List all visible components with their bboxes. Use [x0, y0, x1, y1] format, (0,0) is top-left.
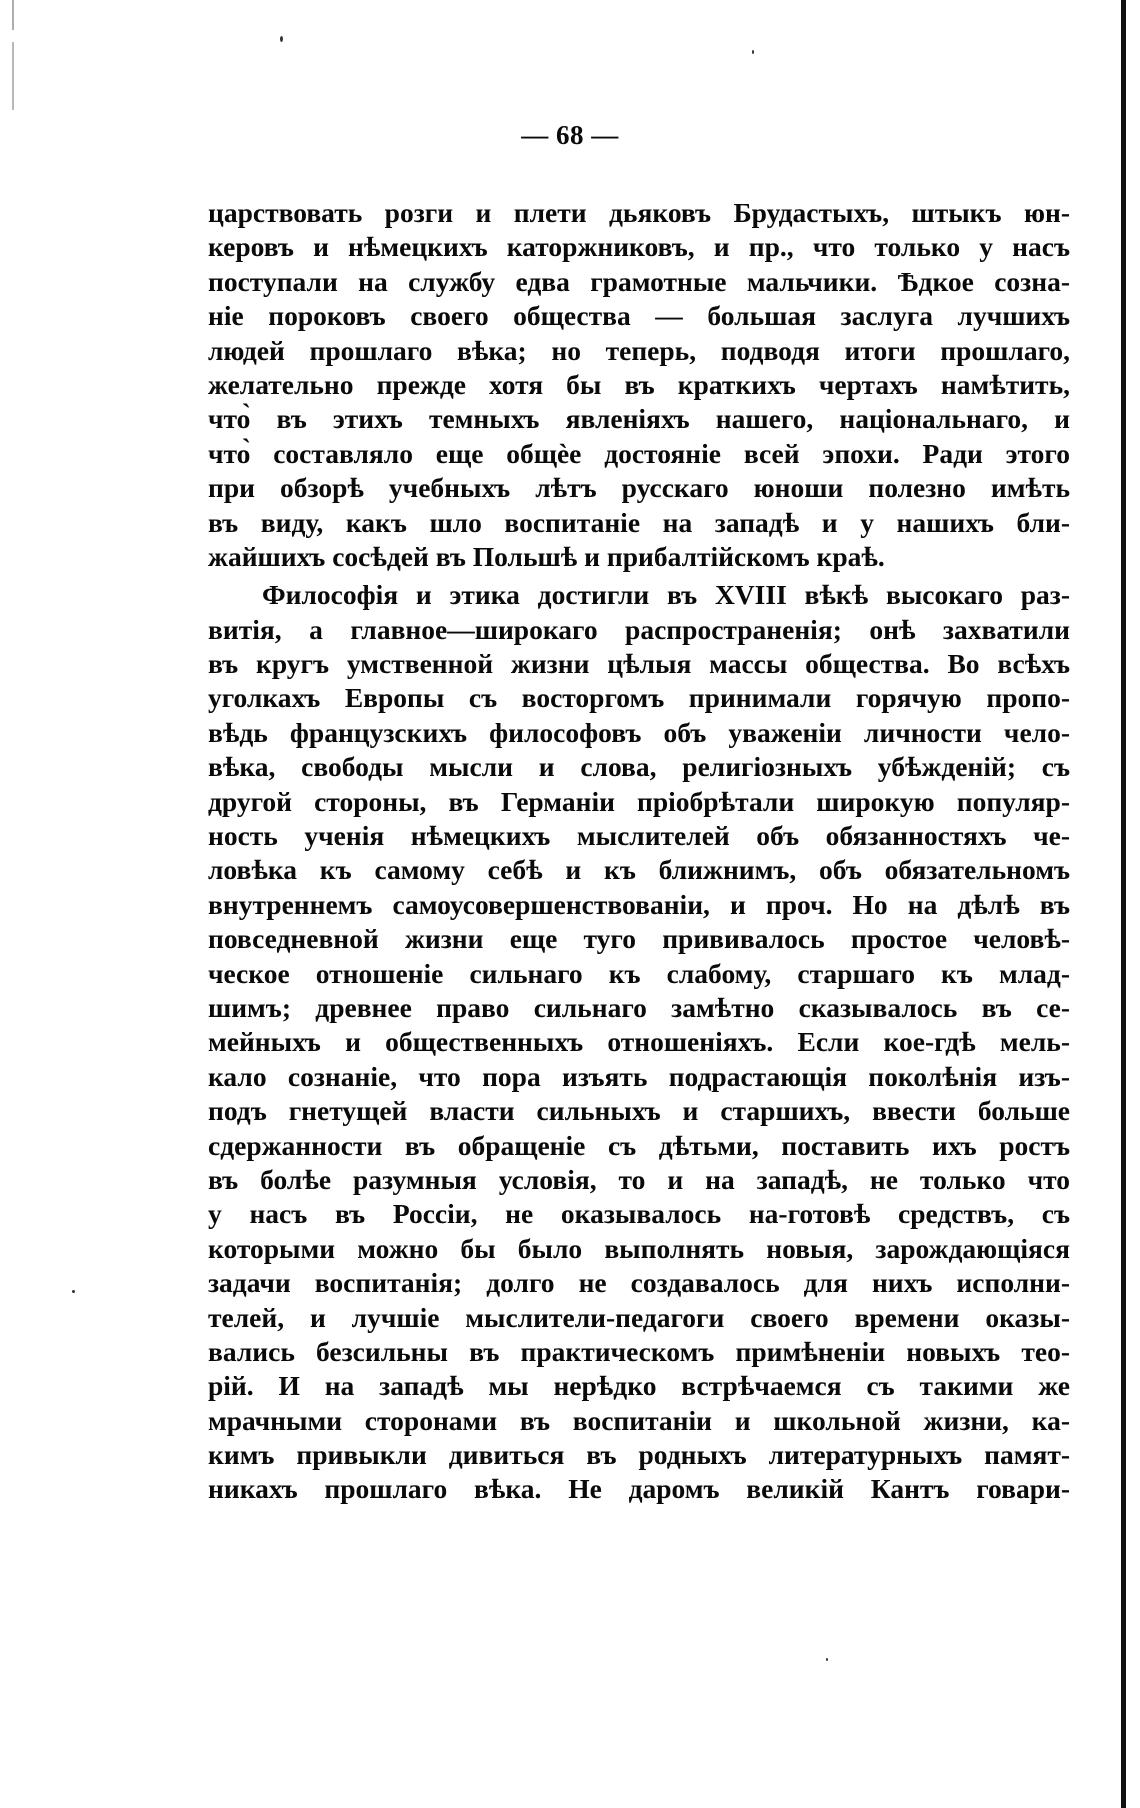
scan-speck: [752, 50, 754, 54]
text-line: кало сознаніе, что пора изъять подрастающія поколѣнія изъ-: [208, 1060, 1070, 1092]
text-line: задачи воспитанія; долго не создавалось для нихъ исполни-: [208, 1267, 1070, 1299]
text-line: людей прошлаго вѣка; но теперь, подводя итоги прошлаго,: [208, 334, 1070, 366]
text-line: ческое отношеніе сильнаго къ слабому, старшаго къ млад-: [208, 957, 1070, 989]
text-line: желательно прежде хотя бы въ краткихъ чертахъ намѣтить,: [208, 368, 1070, 400]
text-line: поступали на службу едва грамотные мальчики. Ѣдкое созна-: [208, 265, 1070, 297]
text-line: что̀ составляло еще общѐе достояніе всей эпохи. Ради этого: [208, 437, 1070, 469]
scan-right-edge-border: [1121, 0, 1126, 1808]
text-line: которыми можно бы было выполнять новыя, зарождающіяся: [208, 1232, 1070, 1264]
page-number: — 68 —: [521, 120, 619, 150]
scan-speck: [826, 1658, 828, 1661]
text-line: рій. И на западѣ мы нерѣдко встрѣчаемся съ такими же: [208, 1370, 1070, 1402]
scan-speck: [280, 36, 283, 42]
text-line: у насъ въ Россіи, не оказывалось на-готовѣ средствъ, съ: [208, 1198, 1070, 1230]
text-line: внутреннемъ самоусовершенствованіи, и проч. Но на дѣлѣ въ: [208, 888, 1070, 920]
text-line: въ кругъ умственной жизни цѣлыя массы общества. Во всѣхъ: [208, 648, 1070, 680]
paragraph: [208, 196, 1070, 574]
text-line: никахъ прошлаго вѣка. Не даромъ великій Кантъ говари-: [208, 1473, 1070, 1505]
text-line: ловѣка къ самому себѣ и къ ближнимъ, объ обязательномъ: [208, 854, 1070, 886]
text-line: мейныхъ и общественныхъ отношеніяхъ. Если кое-гдѣ мель-: [208, 1026, 1070, 1058]
text-line: въ виду, какъ шло воспитаніе на западѣ и у нашихъ бли-: [208, 506, 1070, 538]
text-line: при обзорѣ учебныхъ лѣтъ русскаго юноши полезно имѣть: [208, 472, 1070, 504]
text-line: ніе пороковъ своего общества — большая заслуга лучшихъ: [208, 300, 1070, 332]
text-line: мрачными сторонами въ воспитаніи и школьной жизни, ка-: [208, 1404, 1070, 1436]
text-line: телей, и лучшіе мыслители-педагоги своего времени оказы-: [208, 1301, 1070, 1333]
text-line: сдержанности въ обращеніе съ дѣтьми, поставить ихъ ростъ: [208, 1129, 1070, 1161]
text-line: шимъ; древнее право сильнаго замѣтно сказывалось въ се-: [208, 991, 1070, 1023]
text-line: что̀ въ этихъ темныхъ явленіяхъ нашего, національнаго, и: [208, 403, 1070, 435]
text-line: ность ученія нѣмецкихъ мыслителей объ обязанностяхъ че-: [208, 820, 1070, 852]
text-line: въ болѣе разумныя условія, то и на западѣ, не только что: [208, 1163, 1070, 1195]
text-line: Философія и этика достигли въ XVIII вѣкѣ высокаго раз-: [262, 579, 1070, 611]
text-line: вались безсильны въ практическомъ примѣненіи новыхъ тео-: [208, 1335, 1070, 1367]
paragraph: [208, 578, 1070, 1507]
text-line: другой стороны, въ Германіи пріобрѣтали широкую популяр-: [208, 785, 1070, 817]
text-line: вѣка, свободы мысли и слова, религіозныхъ убѣжденій; съ: [208, 751, 1070, 783]
text-line: уголкахъ Европы съ восторгомъ принимали горячую пропо-: [208, 682, 1070, 714]
text-line: витія, а главное—широкаго распространенія; онѣ захватили: [208, 613, 1070, 645]
text-line: подъ гнетущей власти сильныхъ и старшихъ, ввести больше: [208, 1095, 1070, 1127]
scan-speck: [72, 1290, 75, 1293]
text-line: вѣдь французскихъ философовъ объ уваженіи личности чело-: [208, 716, 1070, 748]
scan-left-edge-mark: [12, 0, 14, 140]
text-line: повседневной жизни еще туго прививалось простое человѣ-: [208, 923, 1070, 955]
text-line: кимъ привыкли дивиться въ родныхъ литературныхъ памят-: [208, 1439, 1070, 1471]
body-text: [208, 196, 1070, 1507]
text-line: керовъ и нѣмецкихъ каторжниковъ, и пр., что только у насъ: [208, 231, 1070, 263]
text-line: царствовать розги и плети дьяковъ Брудастыхъ, штыкъ юн-: [208, 197, 1070, 228]
text-line: жайшихъ сосѣдей въ Польшѣ и прибалтійскомъ краѣ.: [208, 540, 885, 572]
